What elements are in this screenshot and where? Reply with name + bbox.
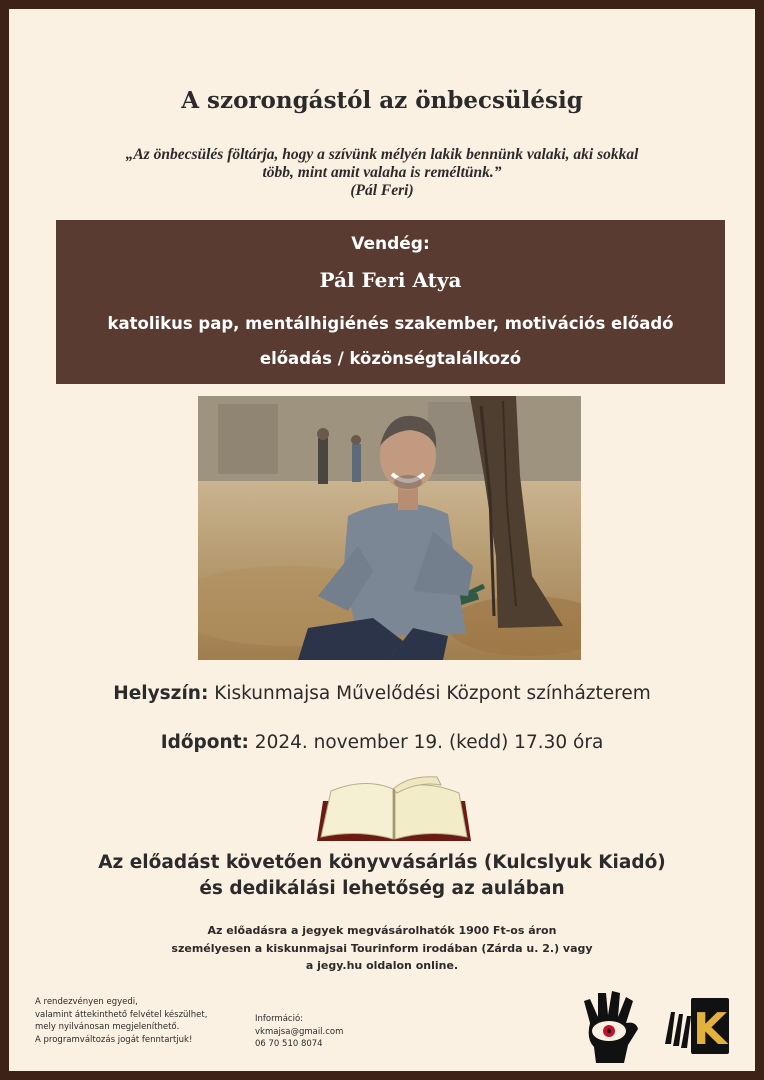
ticket-line-2: személyesen a kiskunmajsai Tourinform irodában (Zárda u. 2.) vagy xyxy=(171,941,593,955)
contact-label: Információ: xyxy=(255,1014,304,1024)
event-format: előadás / közönségtalálkozó xyxy=(259,349,522,368)
poster xyxy=(9,9,755,1071)
disclaimer-line-4: A programváltozás jogát fenntartjuk! xyxy=(35,1034,193,1045)
quote-line-2: több, mint amit valaha is reméltünk.” xyxy=(262,164,502,181)
kulcslyuk-kiado-logo xyxy=(661,994,733,1062)
ticket-line-1: Az előadásra a jegyek megvásárolhatók 1900 Ft-os áron xyxy=(207,924,557,937)
quote-block xyxy=(49,146,715,200)
time-label: Időpont: xyxy=(160,732,249,753)
disclaimer xyxy=(35,996,265,1046)
hand-eye-logo xyxy=(576,987,642,1069)
venue-line xyxy=(9,683,755,704)
venue-label: Helyszín: xyxy=(113,683,209,704)
guest-photo xyxy=(198,396,581,660)
guest-description: katolikus pap, mentálhigiénés szakember, motivációs előadó xyxy=(107,314,674,333)
guest-label: Vendég: xyxy=(351,234,430,254)
poster-title: A szorongástól az önbecsülésig xyxy=(181,87,583,114)
contact-phone: 06 70 510 8074 xyxy=(255,1039,323,1049)
time-value: 2024. november 19. (kedd) 17.30 óra xyxy=(254,732,604,753)
ticket-info xyxy=(9,922,755,975)
ticket-line-3: a jegy.hu oldalon online. xyxy=(305,959,459,972)
venue-value: Kiskunmajsa Művelődési Központ színházterem xyxy=(214,683,651,704)
quote-line-1: „Az önbecsülés föltárja, hogy a szívünk mélyén lakik bennünk valaki, aki sokkal xyxy=(125,146,639,163)
contact-email[interactable]: vkmajsa@gmail.com xyxy=(255,1026,344,1037)
time-line xyxy=(9,732,755,753)
contact-info xyxy=(255,1013,405,1051)
book-signing-info xyxy=(9,850,755,902)
quote-author: (Pál Feri) xyxy=(350,182,414,199)
disclaimer-line-1: A rendezvényen egyedi, xyxy=(35,997,138,1007)
guest-box xyxy=(56,220,725,384)
guest-name: Pál Feri Atya xyxy=(319,268,462,292)
logo-letter: K xyxy=(692,1004,728,1055)
book-signing-line-2: és dedikálási lehetőség az aulában xyxy=(199,878,565,899)
disclaimer-line-2: valamint áttekinthető felvétel készülhet, xyxy=(35,1009,208,1020)
disclaimer-line-3: mely nyilvánosan megjeleníthető. xyxy=(35,1022,180,1032)
open-book-icon xyxy=(309,771,479,849)
book-signing-line-1: Az előadást követően könyvvásárlás (Kulcslyuk Kiadó) xyxy=(98,852,666,873)
